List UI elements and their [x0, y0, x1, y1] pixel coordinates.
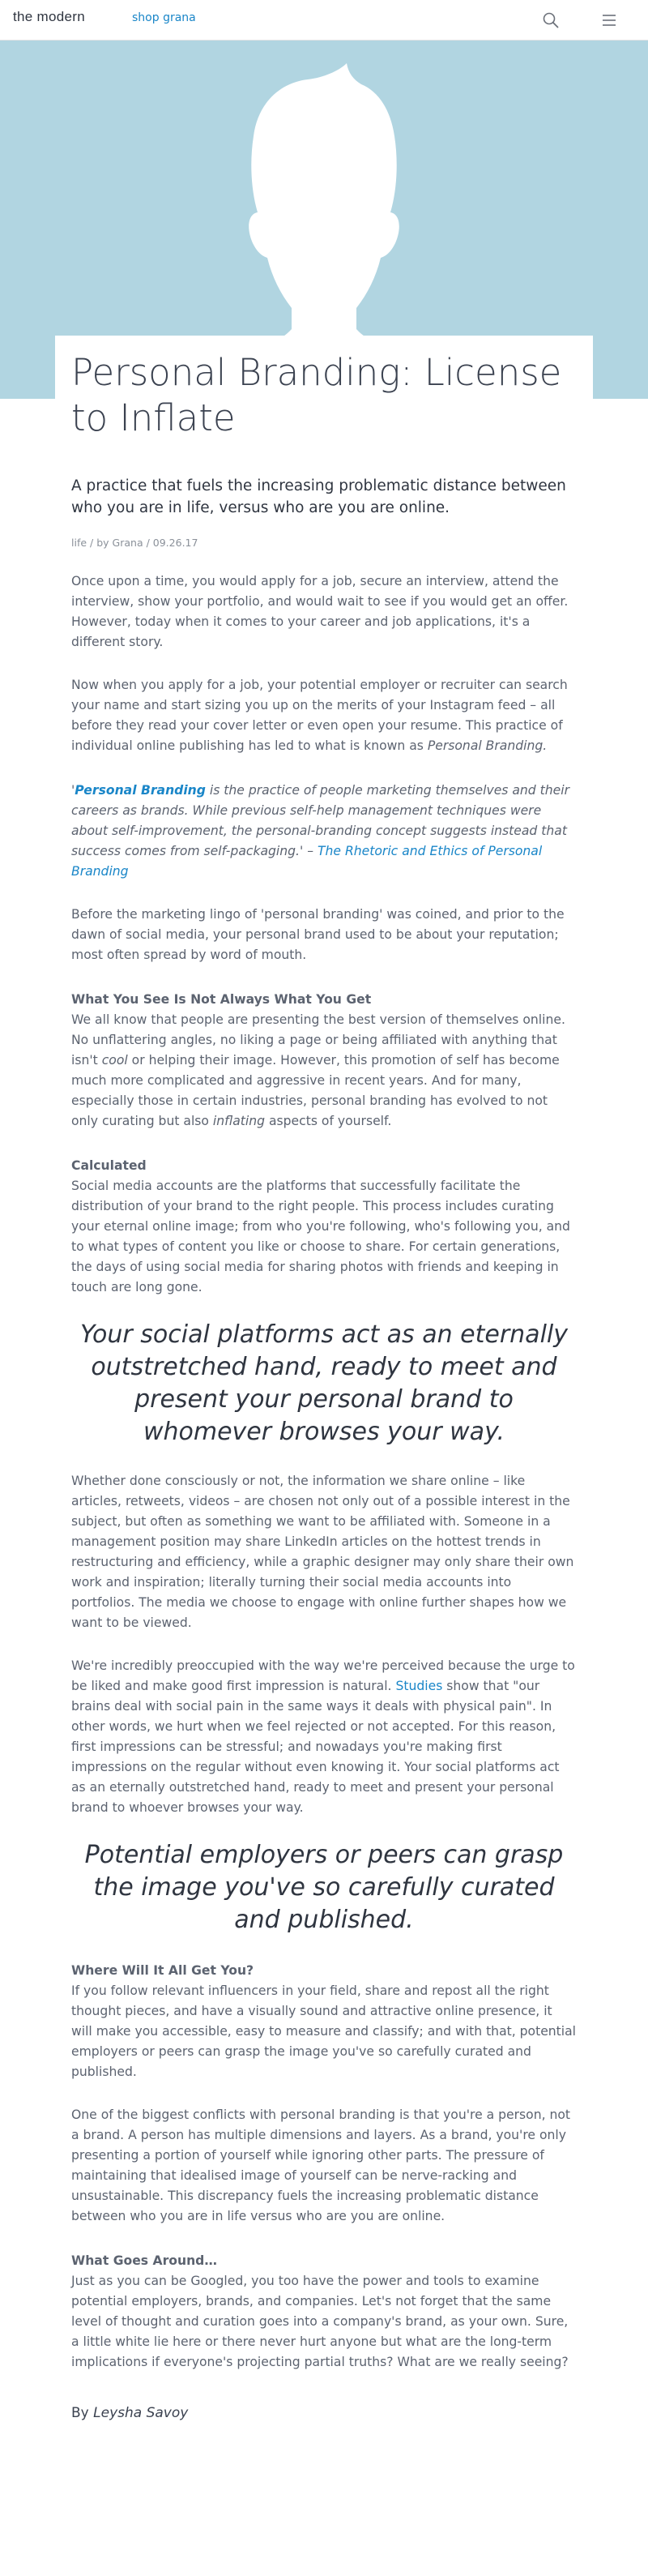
paragraph: One of the biggest conflicts with personal branding is that you're a person, not a brand. A person has multiple dimensions and layers. As a brand, you're only presenting a portion of yourself while ignoring other parts. The pressure of maintaining that idealised image of yourself can be nerve-racking and unsustainable. This discrepancy fuels the increasing problematic distance between who you are in life versus who are you are online.: [71, 2107, 571, 2223]
pull-quote: Potential employers or peers can grasp the image you've so carefully curated and published.: [84, 1841, 564, 1934]
article-title: Personal Branding: License to Inflate: [71, 351, 562, 439]
paragraph: If you follow relevant influencers in your field, share and repost all the right thought pieces, and have a visually sound and attractive online presence, it will make you accessible, easy to measure and classify; and with that, potential employers or peers can grasp the image you've so carefully curated and published.: [71, 1983, 577, 2079]
meta-separator: / by: [90, 537, 113, 549]
hamburger-menu-icon[interactable]: [600, 12, 618, 28]
article-body: [0, 475, 648, 2470]
site-logo[interactable]: the modern: [13, 9, 85, 24]
byline-prefix: By: [71, 2405, 94, 2421]
paragraph-text: aspects of yourself.: [265, 1114, 392, 1128]
studies-link[interactable]: Studies: [395, 1679, 443, 1693]
paragraph: [71, 1656, 577, 1818]
quote-mark: ': [71, 783, 75, 798]
section-heading: Calculated: [71, 1158, 147, 1173]
top-navigation-bar: [0, 0, 648, 41]
paragraph-text: show that "our brains deal with social pain in the same ways it deals with physical pain". In other words, we hurt when we feel rejected or not accepted. For this reason, first impressions can be stressful; and nowadays you're making first impressions on the regular without even knowing it. Your social platforms act as an eternally outstretched hand, ready to meet and present your personal brand to whoever browses your way.: [71, 1679, 560, 1815]
article-byline: [71, 2405, 577, 2421]
article-meta: [71, 537, 577, 549]
search-icon[interactable]: [542, 11, 560, 29]
paragraph: Once upon a time, you would apply for a job, secure an interview, attend the interview, show your portfolio, and would wait to see if you would get an offer. However, today when it comes to your career and job applications, it's a different story.: [71, 574, 569, 649]
meta-category[interactable]: life: [71, 537, 87, 549]
pull-quote: Your social platforms act as an eternally outstretched hand, ready to meet and present your personal brand to whomever browses your way.: [80, 1320, 568, 1446]
paragraph: Social media accounts are the platforms that successfully facilitate the distribution of your brand to the right people. This process includes curating your eternal online image; from who you're following, who's following you, and to what types of content you like or choose to share. For certain generations, the days of using social media for sharing photos with friends and keeping in touch are long gone.: [71, 1179, 570, 1294]
paragraph-emphasis: Personal Branding.: [427, 738, 548, 753]
meta-separator: /: [146, 537, 153, 549]
block-quote: [71, 781, 577, 882]
article-subtitle: A practice that fuels the increasing problematic distance between who you are in life, versus who are you are online.: [71, 477, 566, 516]
title-card: [55, 336, 593, 456]
page-bottom-spacer: [71, 2421, 577, 2470]
paragraph-text: We all know that people are presenting the best version of themselves online. No unflattering angles, no liking a page or being affiliated with anything that isn't: [71, 1012, 565, 1068]
paragraph: Just as you can be Googled, you too have the power and tools to examine potential employers, brands, and companies. Let's not forget that the same level of thought and curation goes into a company's brand, as your own. Sure, a little white lie here or there never hurt anyone but what are the long-term implications if everyone's projecting partial truths? What are we really seeing?: [71, 2274, 569, 2369]
paragraph: Before the marketing lingo of 'personal branding' was coined, and prior to the dawn of social media, your personal brand used to be about your reputation; most often spread by word of mouth.: [71, 907, 565, 962]
meta-date: 09.26.17: [152, 537, 198, 549]
paragraph-text: We're incredibly preoccupied with the way we're perceived because the urge to be liked and make good first impression is natural.: [71, 1658, 575, 1693]
paragraph-text: Now when you apply for a job, your potential employer or recruiter can search your name and start sizing you up on the merits of your Instagram feed – all before they read your cover letter or even open your resume. This practice of individual online publishing has led to what is known as: [71, 678, 568, 753]
paragraph-emphasis: cool: [101, 1053, 128, 1068]
paragraph: [71, 1010, 577, 1132]
section-heading: What Goes Around…: [71, 2253, 217, 2268]
meta-author[interactable]: Grana: [112, 537, 143, 549]
quote-term: Personal Branding: [75, 783, 206, 798]
section-heading: Where Will It All Get You?: [71, 1963, 254, 1978]
paragraph: Whether done consciously or not, the information we share online – like articles, retweets, videos – are chosen not only out of a possible interest in the subject, but often as something we want to be affiliated with. Someone in a management position may share LinkedIn articles on the hottest trends in restructuring and efficiency, while a graphic designer may only share their own work and inspiration; literally turning their social media accounts into portfolios. The media we choose to engage with online further shapes how we want to be viewed.: [71, 1474, 574, 1630]
paragraph-text: or helping their image. However, this promotion of self has become much more complicated and aggressive in recent years. And for many, especially those in certain industries, personal branding has evolved to not only curating but also: [71, 1053, 560, 1128]
paragraph: [71, 675, 577, 756]
quote-text: is the practice of people marketing themselves and their careers as brands. While previous self-help management techniques were about self-improvement, the personal-branding concept suggests instead that success comes from self-packaging.' –: [71, 783, 569, 858]
paragraph-emphasis: inflating: [212, 1114, 265, 1128]
quote-source-link[interactable]: The Rhetoric and Ethics of Personal Branding: [71, 844, 543, 879]
shop-link[interactable]: shop grana: [132, 11, 196, 24]
section-heading: What You See Is Not Always What You Get: [71, 992, 372, 1007]
byline-author[interactable]: Leysha Savoy: [93, 2405, 189, 2421]
